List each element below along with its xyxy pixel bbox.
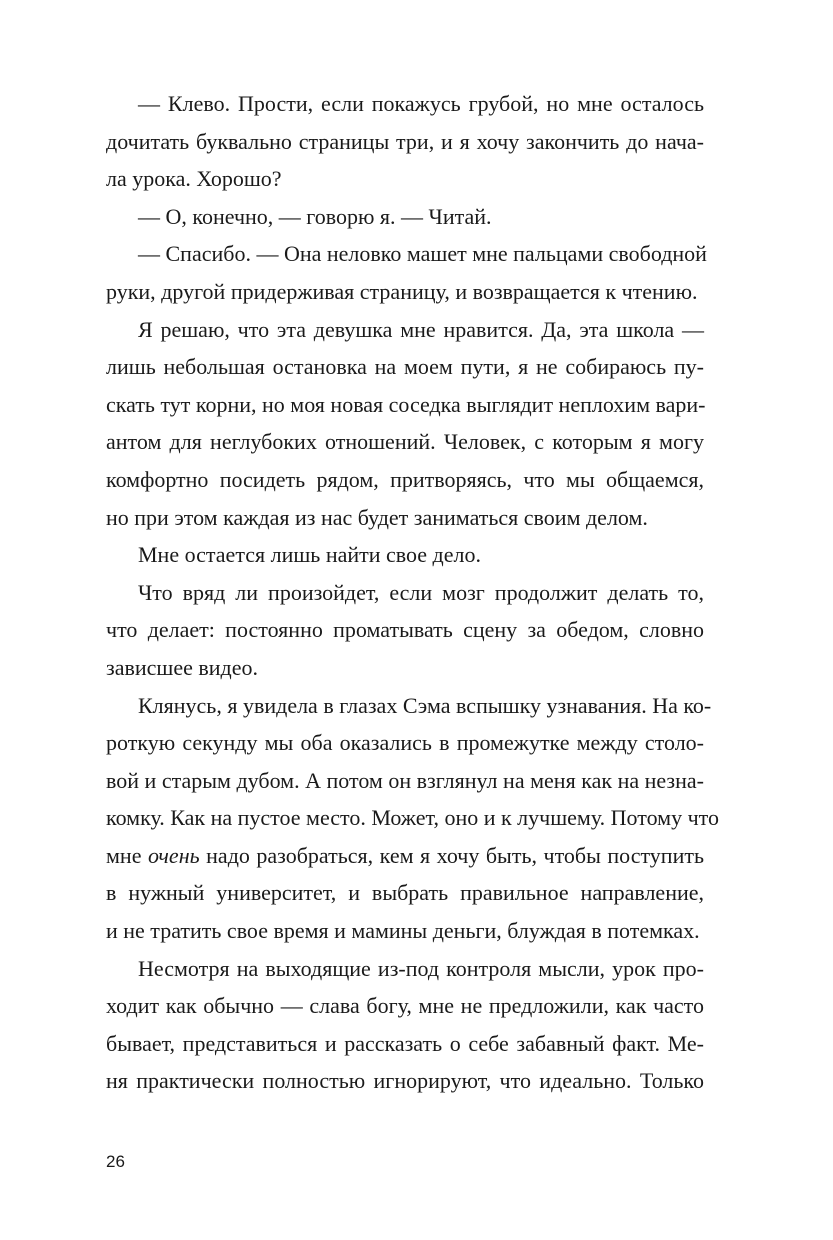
paragraph — [106, 687, 719, 950]
text-line: и не тратить свое время и мамины деньги, блуждая в потемках. — [106, 918, 700, 944]
text-line-with-emphasis — [106, 837, 704, 875]
text-line: ла урока. Хорошо? — [106, 166, 282, 192]
paragraph — [106, 536, 704, 574]
text-line: комку. Как на пустое место. Может, оно и к лучшему. Потому что — [106, 805, 719, 831]
paragraph — [106, 235, 707, 310]
paragraph — [106, 950, 704, 1100]
text-run: мне — [106, 842, 148, 868]
text-line: что делает: постоянно проматывать сцену за обедом, словно — [106, 617, 704, 643]
text-line: зависшее видео. — [106, 654, 258, 680]
text-line: Несмотря на выходящие из-под контроля мысли, урок про- — [138, 955, 704, 981]
text-line: антом для неглубоких отношений. Человек, с которым я могу — [106, 429, 704, 455]
text-line: в нужный университет, и выбрать правильное направление, — [106, 880, 704, 906]
text-line: комфортно посидеть рядом, притворяясь, что мы общаемся, — [106, 466, 704, 492]
paragraph — [106, 198, 704, 236]
paragraph — [106, 311, 704, 537]
paragraph — [106, 85, 704, 198]
text-line: ня практически полностью игнорируют, что идеально. Только — [106, 1068, 704, 1094]
text-run: надо разобраться, кем я хочу быть, чтобы поступить — [199, 842, 705, 868]
emphasis: очень — [148, 842, 200, 868]
body-text — [106, 85, 719, 1100]
text-line: дочитать буквально страницы три, и я хочу закончить до нача- — [106, 128, 704, 154]
page-number: 26 — [106, 1152, 125, 1171]
text-line: вой и старым дубом. А потом он взглянул на меня как на незна- — [106, 767, 704, 793]
text-line: роткую секунду мы оба оказались в промежутке между столо- — [106, 730, 704, 756]
paragraph — [106, 574, 704, 687]
text-line: бывает, представиться и рассказать о себе забавный факт. Ме- — [106, 1030, 704, 1056]
text-line: — Спасибо. — Она неловко машет мне пальцами свободной — [138, 241, 707, 267]
text-line: Я решаю, что эта девушка мне нравится. Да, эта школа — — [138, 316, 704, 342]
text-line: руки, другой придерживая страницу, и возвращается к чтению. — [106, 278, 698, 304]
text-line: ходит как обычно — слава богу, мне не предложили, как часто — [106, 993, 704, 1019]
text-line: скать тут корни, но моя новая соседка выглядит неплохим вари- — [106, 391, 706, 417]
text-line: Что вряд ли произойдет, если мозг продолжит делать то, — [138, 579, 704, 605]
text-line: — О, конечно, — говорю я. — Читай. — [138, 203, 492, 229]
text-line: но при этом каждая из нас будет заниматься своим делом. — [106, 504, 648, 530]
text-line: Клянусь, я увидела в глазах Сэма вспышку узнавания. На ко- — [138, 692, 712, 718]
text-line: Мне остается лишь найти свое дело. — [138, 542, 481, 568]
text-line: — Клево. Прости, если покажусь грубой, но мне осталось — [138, 91, 704, 116]
text-line: лишь небольшая остановка на моем пути, я не собираюсь пу- — [106, 354, 704, 380]
